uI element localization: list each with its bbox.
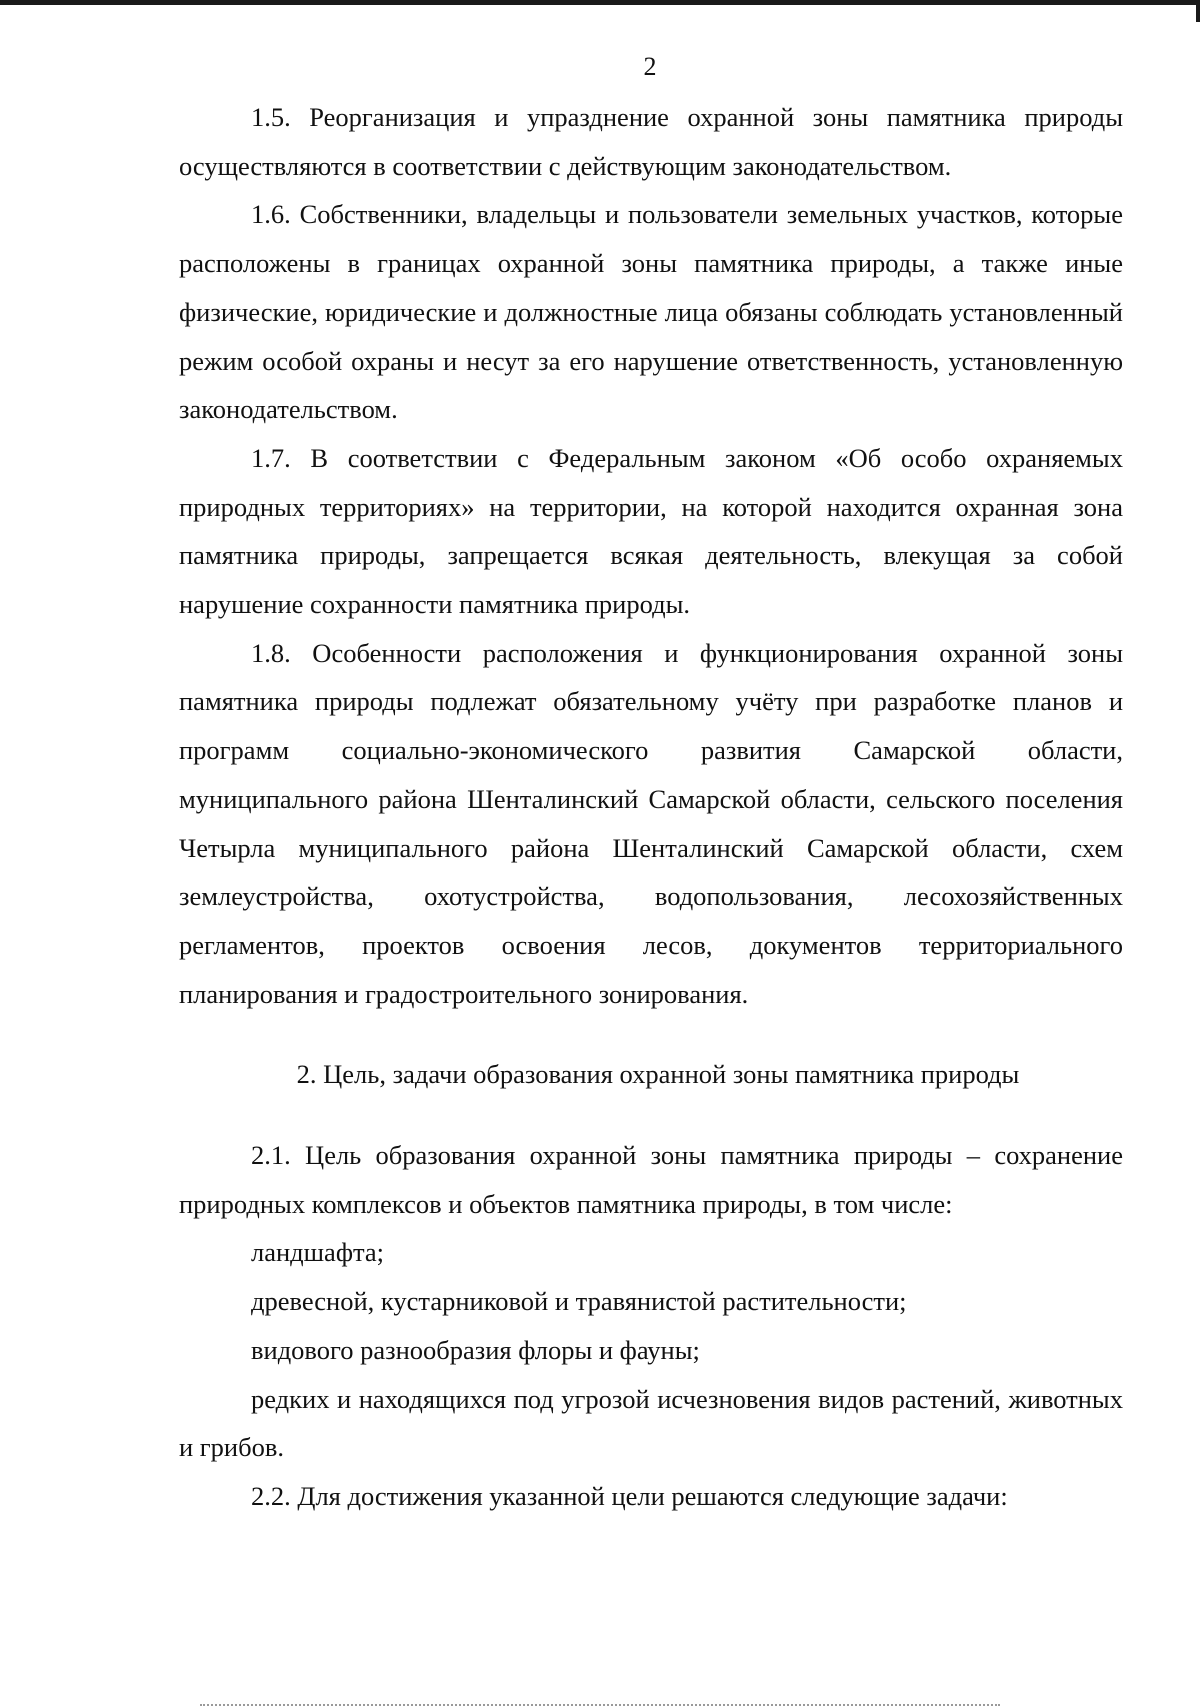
list-item: видового разнообразия флоры и фауны; (251, 1334, 700, 1365)
paragraph-2-2: 2.2. Для достижения указанной цели решаются следующие задачи: (251, 1480, 1008, 1511)
section-2-heading: 2. Цель, задачи образования охранной зоны памятника природы (296, 1059, 1020, 1090)
list-item: ландшафта; (251, 1237, 385, 1268)
paragraph-1-8: 1.8. Особенности расположения и функционирования охранной зоны памятника природы подлежат обязательному учёту при разработке планов и программ социально-экономического развития Самарской области, муниципального района Шенталинский Самарской области, сельского поселения Четырла муниципального района Шенталинский Самарской области, схем землеустройства, охотустройства, водопользования, лесохозяйственных регламентов, проектов освоения лесов, документов территориального планирования и градостроительного зонирования. (179, 637, 1123, 1009)
scan-border-bottom (200, 1704, 1000, 1706)
paragraph-2-1: 2.1. Цель образования охранной зоны памятника природы – сохранение природных комплексов и объектов памятника природы, в том числе: (179, 1140, 1123, 1219)
paragraph-2-1-last: редких и находящихся под угрозой исчезновения видов растений, животных и грибов. (179, 1383, 1123, 1463)
paragraph-1-5: 1.5. Реорганизация и упразднение охранной зоны памятника природы осуществляются в соответствии с действующим законодательством. (179, 102, 1123, 181)
paragraph-1-6: 1.6. Собственники, владельцы и пользователи земельных участков, которые расположены в границах охранной зоны памятника природы, а также иные физические, юридические и должностные лица обязаны соблюдать установленный режим особой охраны и несут за его нарушение ответственность, установленную законодательством. (179, 199, 1123, 425)
page-number: 2 (643, 52, 657, 81)
document-body (179, 93, 1123, 1521)
scan-border-top (0, 0, 1200, 5)
scan-border-right (1196, 0, 1200, 22)
list-item: древесной, кустарниковой и травянистой растительности; (251, 1286, 907, 1317)
paragraph-1-7: 1.7. В соответствии с Федеральным законом «Об особо охраняемых природных территориях» на территории, на которой находится охранная зона памятника природы, запрещается всякая деятельность, влекущая за собой нарушение сохранности памятника природы. (179, 442, 1123, 620)
